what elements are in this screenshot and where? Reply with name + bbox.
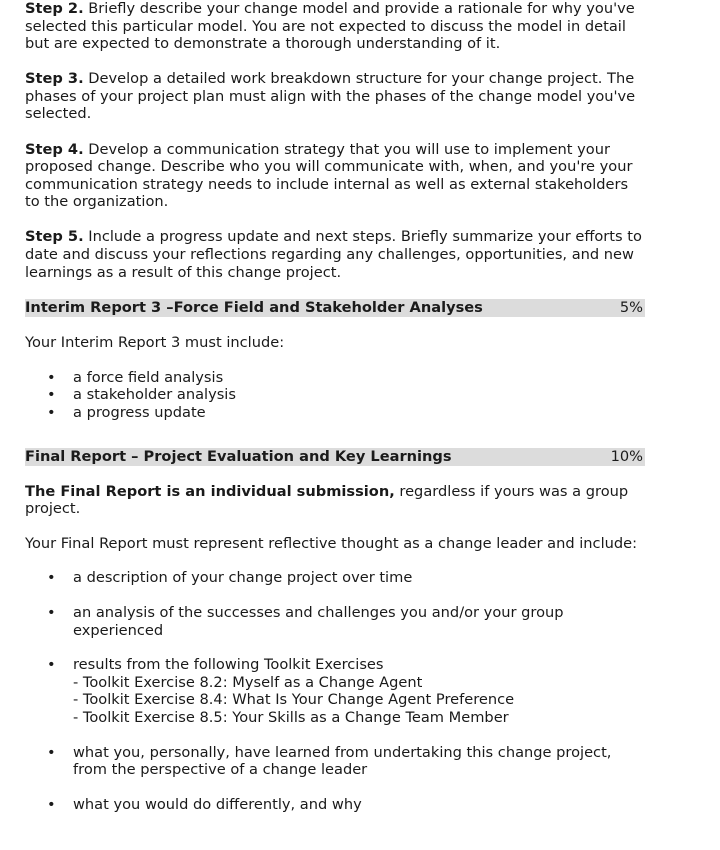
list-item: • an analysis of the successes and challenges you and/or your group experienced (25, 604, 645, 639)
final-intro: Your Final Report must represent reflective thought as a change leader and include: (25, 534, 638, 552)
final-individual-note (25, 483, 645, 518)
bold-phrase: The Final Report is an individual submission, (25, 482, 395, 500)
step-3-paragraph (25, 70, 645, 123)
list-item: • a description of your change project over time (25, 569, 645, 587)
step-label: Step 5. (25, 228, 84, 246)
final-report-header (25, 448, 645, 466)
section-weight: 10% (610, 447, 643, 465)
step-text: Develop a detailed work breakdown structure for your change project. The phases of your project plan must align with the phases of the change model you've selected. (25, 70, 636, 123)
list-item: • a force field analysis (25, 369, 645, 387)
list-item: • what you, personally, have learned from undertaking this change project, from the perspective of a change leader (25, 744, 645, 779)
step-text: Include a progress update and next steps. Briefly summarize your efforts to date and discuss your reflections regarding any challenges, opportunities, and new learnings as a result of this change project. (25, 228, 642, 281)
list-item: • a stakeholder analysis (25, 386, 645, 404)
step-text: Briefly describe your change model and provide a rationale for why you've selected this particular model. You are not expected to discuss the model in detail but are expected to demonstrate a thorough understanding of it. (25, 0, 635, 53)
step-text: Develop a communication strategy that you will use to implement your proposed change. Describe who you will communicate with, when, and you're your communication strategy needs to include internal as well as external stakeholders to the organization. (25, 140, 633, 211)
step-label: Step 4. (25, 140, 84, 158)
note-rest: regardless if yours was a group project. (25, 482, 629, 518)
step-4-paragraph (25, 141, 645, 211)
list-item (25, 656, 645, 726)
step-2-paragraph (25, 0, 645, 53)
list-item: • a progress update (25, 404, 645, 422)
toolkit-heading: • results from the following Toolkit Exercises (73, 656, 384, 674)
document-page (25, 0, 645, 813)
section-weight: 5% (619, 299, 643, 317)
toolkit-exercise: - Toolkit Exercise 8.5: Your Skills as a Change Team Member (73, 708, 509, 726)
interim-list (25, 369, 645, 422)
list-item: • what you would do differently, and why (25, 796, 645, 814)
section-title: Interim Report 3 –Force Field and Stakeholder Analyses (25, 299, 483, 317)
step-label: Step 3. (25, 70, 84, 88)
toolkit-exercise: - Toolkit Exercise 8.2: Myself as a Change Agent (73, 673, 423, 691)
section-title: Final Report – Project Evaluation and Key Learnings (25, 447, 452, 465)
toolkit-exercise: - Toolkit Exercise 8.4: What Is Your Change Agent Preference (73, 691, 515, 709)
step-5-paragraph (25, 228, 645, 281)
interim-intro: Your Interim Report 3 must include: (25, 334, 285, 352)
interim-report-header (25, 299, 645, 317)
step-label: Step 2. (25, 0, 84, 17)
final-list (25, 569, 645, 813)
